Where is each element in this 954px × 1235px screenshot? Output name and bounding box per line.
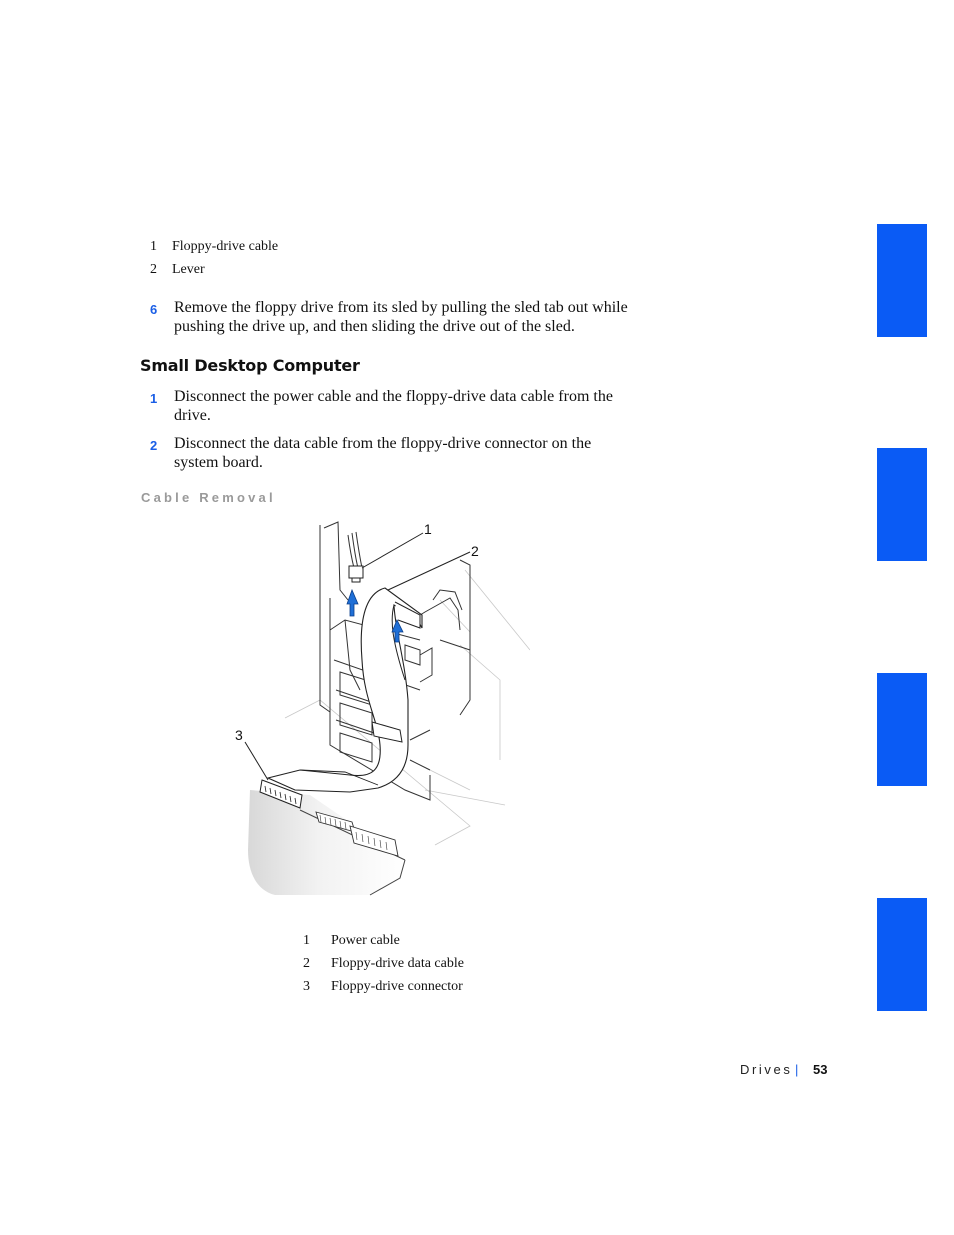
callout-1: 1: [424, 521, 432, 537]
section-heading: Small Desktop Computer: [140, 356, 360, 375]
footer-section-name: Drives: [740, 1062, 793, 1077]
legend-label: Lever: [172, 262, 205, 277]
section-tab-4: [877, 898, 927, 1011]
callout-2: 2: [471, 543, 479, 559]
step-number: 2: [150, 438, 158, 453]
legend-label: Floppy-drive data cable: [331, 956, 464, 971]
step-number: 6: [150, 302, 158, 317]
section-tab-3: [877, 673, 927, 786]
legend-label: Power cable: [331, 933, 400, 948]
legend-number: 3: [303, 979, 310, 994]
legend-number: 1: [303, 933, 310, 948]
section-tab-1: [877, 224, 927, 337]
step-1: [150, 387, 630, 427]
step-2: [150, 434, 630, 474]
cable-removal-illustration: [230, 515, 530, 900]
step-number: 1: [150, 391, 158, 406]
legend-label: Floppy-drive connector: [331, 979, 463, 994]
section-tab-2: [877, 448, 927, 561]
page-number: 53: [813, 1062, 828, 1077]
legend-number: 1: [150, 239, 157, 254]
legend-number: 2: [303, 956, 310, 971]
figure-caption: Cable Removal: [141, 490, 276, 505]
callout-3: 3: [235, 727, 243, 743]
legend-label: Floppy-drive cable: [172, 239, 279, 254]
footer-separator: |: [795, 1062, 799, 1077]
step-text: Remove the floppy drive from its sled by pulling the sled tab out while pushing the drive up, and then sliding the drive out of the sled.: [174, 299, 628, 335]
step-text: Disconnect the power cable and the floppy-drive data cable from the drive.: [174, 388, 613, 424]
step-text: Disconnect the data cable from the floppy-drive connector on the system board.: [174, 435, 592, 471]
step-6: [150, 298, 630, 338]
legend-number: 2: [150, 262, 157, 277]
